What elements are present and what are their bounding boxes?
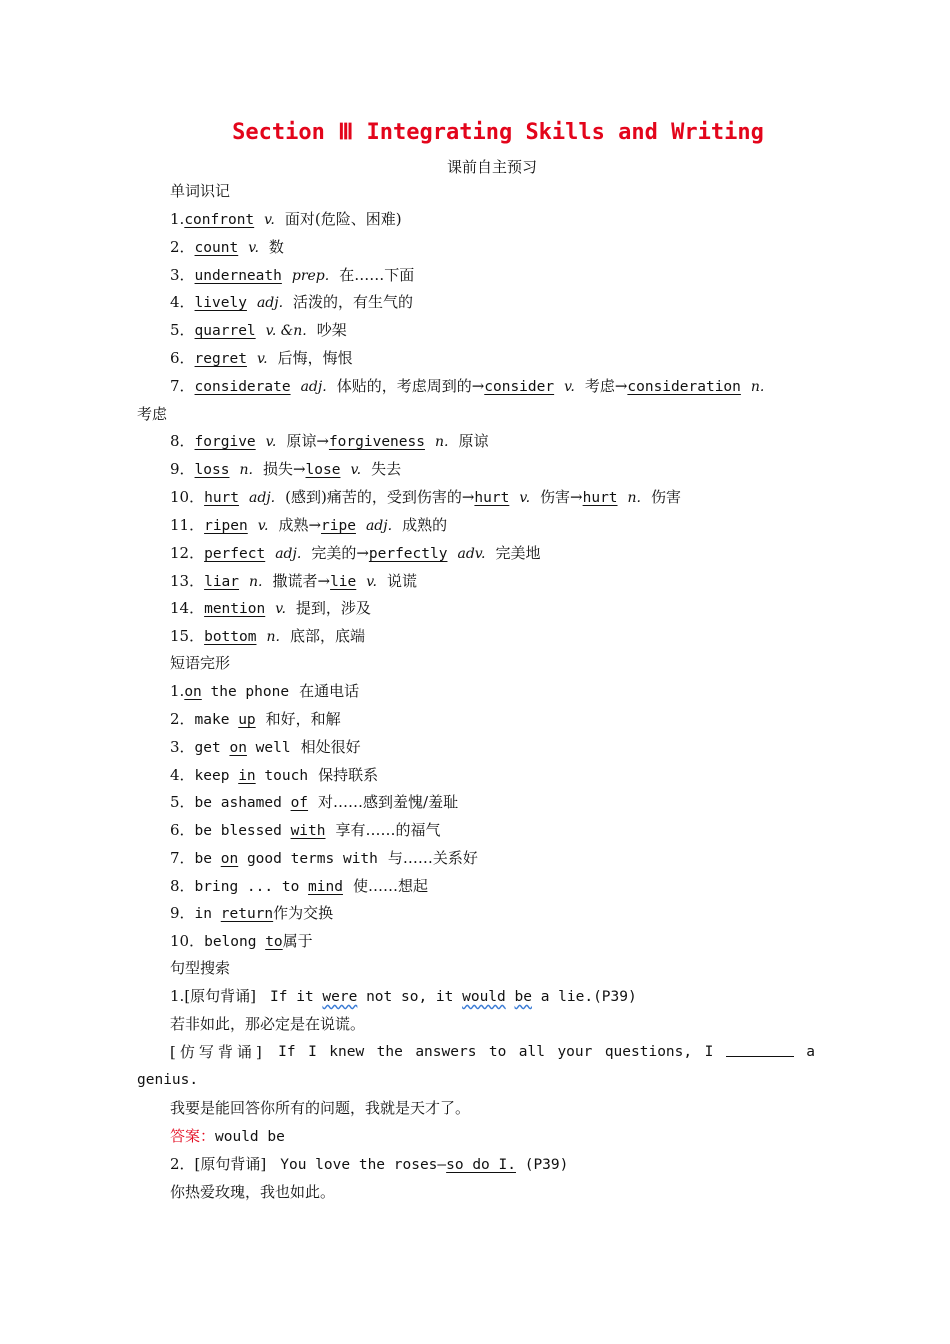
vocab-derived-meaning: 成熟的 [402, 516, 448, 534]
phrases-heading: 短语完形 [170, 654, 231, 672]
vocab-word: forgive [194, 434, 256, 450]
vocab-pos: n. [249, 574, 263, 590]
vocab-derived-word: lose [305, 462, 341, 478]
phrase-num: 8． [170, 877, 195, 895]
vocab-derived-pos: adj. [365, 518, 393, 534]
vocab-word: confront [184, 212, 255, 228]
vocab-num: 8． [170, 432, 195, 450]
phrase-answer: return [220, 906, 274, 922]
phrase-meaning: 相处很好 [300, 738, 361, 756]
vocab-derived-word: perfectly [368, 546, 448, 562]
vocab-derived-meaning: 失去 [371, 460, 402, 478]
vocab-item [170, 626, 365, 647]
vocab-num: 3． [170, 266, 195, 284]
phrase-item [170, 848, 478, 869]
sentence-1-space [506, 989, 515, 1005]
vocab-num: 9． [170, 460, 195, 478]
phrase-suffix: touch [255, 768, 309, 784]
sentence-2 [170, 1154, 568, 1175]
vocab-num: 10． [170, 488, 205, 506]
vocab-derived-pos-2: n. [750, 379, 765, 395]
phrase-num: 10． [170, 932, 205, 950]
vocab-num: 6． [170, 349, 195, 367]
phrase-answer: of [290, 795, 309, 811]
sentence-1-num: 1. [170, 987, 185, 1005]
sentence-1-translation: 若非如此，那必定是在说谎。 [170, 1015, 366, 1033]
phrase-item [170, 765, 378, 786]
imitate-word: the [376, 1044, 403, 1060]
vocab-pos: v. [265, 434, 277, 450]
vocab-meaning: 完美的→ [311, 544, 369, 562]
phrase-answer: on [184, 684, 202, 700]
vocab-meaning: 后悔，悔恨 [277, 349, 353, 367]
phrase-item [170, 903, 333, 924]
sentence-1-tag: [原句背诵] [184, 987, 257, 1005]
phrase-meaning: 与……关系好 [387, 849, 478, 867]
vocab-meaning: 提到，涉及 [295, 599, 371, 617]
vocab-word: mention [204, 601, 266, 617]
phrase-answer: to [265, 934, 283, 950]
imitate-translation: 我要是能回答你所有的问题，我就是天才了。 [170, 1099, 471, 1117]
vocab-derived-pos-2: n. [627, 490, 641, 506]
sentence-2-answer: so do I. [446, 1157, 516, 1173]
phrase-prefix: belong [204, 934, 266, 950]
sentence-2-text-a: You love the roses— [280, 1157, 447, 1173]
vocab-derived-word: lie [330, 574, 357, 590]
phrase-prefix: be [194, 851, 221, 867]
vocab-derived-pos: n. [434, 434, 449, 450]
imitate-word: all [518, 1044, 545, 1060]
phrase-item [170, 709, 341, 730]
vocab-word: lively [194, 295, 247, 311]
imitate-word: I [308, 1044, 317, 1060]
vocab-heading: 单词识记 [170, 182, 231, 200]
imitate-word: questions, [604, 1044, 693, 1060]
phrase-meaning: 对……感到羞愧/羞耻 [318, 793, 459, 811]
vocab-word: count [194, 240, 239, 256]
vocab-pos: v. [275, 601, 286, 617]
page-title: Section Ⅲ Integrating Skills and Writing [232, 120, 764, 145]
phrase-num: 2． [170, 710, 195, 728]
vocab-derived-word-2: hurt [582, 490, 618, 506]
vocab-derived-pos: v. [366, 574, 377, 590]
vocab-meaning: 成熟→ [278, 516, 322, 534]
vocab-derived-meaning: 完美地 [495, 544, 541, 562]
vocab-derived-word-2: consideration [627, 379, 741, 395]
imitate-word: If [278, 1044, 296, 1060]
imitate-word: to [488, 1044, 507, 1060]
vocab-item [170, 292, 413, 313]
phrase-answer: on [220, 851, 239, 867]
imitate-word: knew [329, 1044, 365, 1060]
vocab-num: 7． [170, 377, 195, 395]
vocab-meaning: 数 [268, 238, 284, 256]
phrase-meaning: 享有……的福气 [335, 821, 441, 839]
phrase-item [170, 931, 313, 952]
vocab-word: perfect [204, 546, 266, 562]
vocab-meaning: 撒谎者→ [272, 572, 331, 590]
sentence-2-text-b: (P39) [515, 1157, 569, 1173]
vocab-item [170, 348, 353, 369]
vocab-pos: adj. [275, 546, 302, 562]
vocab-num: 14． [170, 599, 205, 617]
vocab-derived-meaning: 伤害→ [540, 488, 583, 506]
phrase-meaning: 在通电话 [299, 682, 360, 700]
phrase-item [170, 737, 361, 758]
vocab-word: loss [194, 462, 230, 478]
vocab-item [170, 571, 417, 592]
phrase-num: 3． [170, 738, 195, 756]
phrase-prefix: bring ... to [194, 879, 309, 895]
phrase-meaning: 属于 [282, 932, 313, 950]
vocab-num: 15． [170, 627, 205, 645]
imitate-word: your [557, 1044, 593, 1060]
phrase-answer: mind [308, 879, 343, 895]
answer-text: would be [215, 1129, 285, 1145]
phrase-num: 5． [170, 793, 195, 811]
page-subtitle: 课前自主预习 [446, 158, 537, 176]
vocab-derived-pos: v. [564, 379, 575, 395]
vocab-num: 12． [170, 544, 205, 562]
vocab-derived-word: hurt [474, 490, 510, 506]
vocab-word: bottom [204, 629, 257, 645]
vocab-item [170, 487, 681, 508]
phrase-answer: in [238, 768, 256, 784]
vocab-derived-word: ripe [321, 518, 356, 534]
vocab-word: hurt [204, 490, 240, 506]
vocab-derived-pos: v. [350, 462, 362, 478]
phrase-prefix: keep [194, 768, 239, 784]
vocab-item [170, 237, 284, 258]
sentence-2-translation: 你热爱玫瑰，我也如此。 [170, 1183, 336, 1201]
vocab-num: 13． [170, 572, 205, 590]
vocab-word: quarrel [194, 323, 256, 339]
vocab-derived-pos: adv. [457, 546, 486, 562]
vocab-pos: n. [239, 462, 253, 478]
vocab-item [170, 459, 401, 480]
sentences-heading: 句型搜索 [170, 959, 231, 977]
phrase-meaning: 使……想起 [352, 877, 428, 895]
sentence-1-word-be: be [514, 989, 532, 1005]
vocab-item [170, 376, 764, 397]
phrase-prefix: make [194, 712, 239, 728]
sentence-1 [170, 986, 637, 1007]
phrase-answer: up [238, 712, 256, 728]
phrase-answer: on [229, 740, 247, 756]
vocab-meaning: 吵架 [316, 321, 347, 339]
imitate-sentence [170, 1042, 815, 1062]
phrase-num: 4． [170, 766, 195, 784]
vocab-word: regret [194, 351, 247, 367]
vocab-meaning: 面对(危险、困难) [284, 210, 402, 228]
sentence-1-word-were: were [322, 989, 358, 1005]
vocab-word: liar [204, 574, 240, 590]
phrase-num: 6． [170, 821, 195, 839]
vocab-num: 2． [170, 238, 195, 256]
vocab-word: ripen [204, 518, 248, 534]
vocab-derived-meaning-2: 考虑 [137, 405, 168, 423]
phrase-suffix: the phone [201, 684, 290, 700]
phrase-item [170, 820, 441, 841]
vocab-num: 1. [170, 210, 185, 228]
sentence-1-word-would: would [462, 989, 506, 1005]
phrase-prefix: be ashamed [194, 795, 291, 811]
phrase-prefix: be blessed [194, 823, 291, 839]
vocab-pos: adj. [249, 490, 276, 506]
imitate-tag: [仿写背诵] [170, 1043, 266, 1061]
vocab-derived-meaning: 说谎 [386, 572, 417, 590]
phrase-suffix: good terms with [238, 851, 378, 867]
vocab-pos: adj. [256, 295, 284, 311]
answer-blank[interactable] [726, 1042, 794, 1057]
sentence-1-text-b: not so, it [357, 989, 463, 1005]
vocab-pos: v. [257, 518, 269, 534]
phrase-num: 9． [170, 904, 195, 922]
phrase-meaning: 和好，和解 [265, 710, 341, 728]
vocab-item [170, 598, 371, 619]
vocab-pos: v. &n. [265, 323, 307, 339]
vocab-derived-meaning-2: 伤害 [651, 488, 682, 506]
imitate-continuation: genius. [137, 1072, 199, 1088]
imitate-word: answers [415, 1044, 477, 1060]
vocab-item [170, 209, 402, 230]
vocab-meaning: 在……下面 [339, 266, 415, 284]
vocab-meaning: 原谅→ [286, 432, 329, 450]
vocab-word: underneath [194, 268, 282, 284]
sentence-1-text-a: If it [270, 989, 323, 1005]
vocab-meaning: 体贴的，考虑周到的→ [336, 377, 485, 395]
answer-line [170, 1126, 285, 1147]
vocab-meaning: (感到)痛苦的，受到伤害的→ [285, 488, 475, 506]
phrase-num: 7． [170, 849, 195, 867]
phrase-item [170, 681, 359, 702]
phrase-item [170, 792, 458, 813]
vocab-item [170, 320, 347, 341]
answer-label: 答案： [170, 1127, 216, 1145]
sentence-2-tag: [原句背诵] [194, 1155, 267, 1173]
vocab-item [170, 431, 488, 452]
sentence-2-num: 2． [170, 1155, 195, 1173]
vocab-pos: adj. [300, 379, 327, 395]
imitate-word: a [806, 1044, 815, 1060]
vocab-item [170, 543, 541, 564]
vocab-num: 11． [170, 516, 205, 534]
vocab-pos: v. [264, 212, 275, 228]
vocab-derived-meaning: 原谅 [458, 432, 489, 450]
vocab-pos: prep. [291, 268, 330, 284]
phrase-prefix: get [194, 740, 230, 756]
vocab-meaning: 底部，底端 [289, 627, 365, 645]
phrase-prefix: in [194, 906, 221, 922]
vocab-item [170, 515, 447, 536]
phrase-suffix: well [246, 740, 291, 756]
phrase-meaning: 作为交换 [273, 904, 334, 922]
vocab-derived-pos: v. [519, 490, 531, 506]
phrase-item [170, 876, 428, 897]
vocab-pos: v. [256, 351, 268, 367]
phrase-meaning: 保持联系 [318, 766, 379, 784]
phrase-num: 1. [170, 682, 185, 700]
phrase-answer: with [290, 823, 326, 839]
imitate-word: I [704, 1044, 714, 1060]
vocab-pos: n. [266, 629, 280, 645]
vocab-num: 5． [170, 321, 195, 339]
vocab-derived-word: forgiveness [328, 434, 425, 450]
vocab-num: 4． [170, 293, 195, 311]
sentence-1-text-d: a lie.(P39) [531, 989, 637, 1005]
vocab-pos: v. [248, 240, 259, 256]
vocab-word: considerate [194, 379, 291, 395]
vocab-derived-meaning: 考虑→ [584, 377, 628, 395]
vocab-meaning: 损失→ [262, 460, 306, 478]
vocab-item [170, 265, 414, 286]
vocab-derived-word: consider [484, 379, 555, 395]
vocab-meaning: 活泼的，有生气的 [293, 293, 414, 311]
